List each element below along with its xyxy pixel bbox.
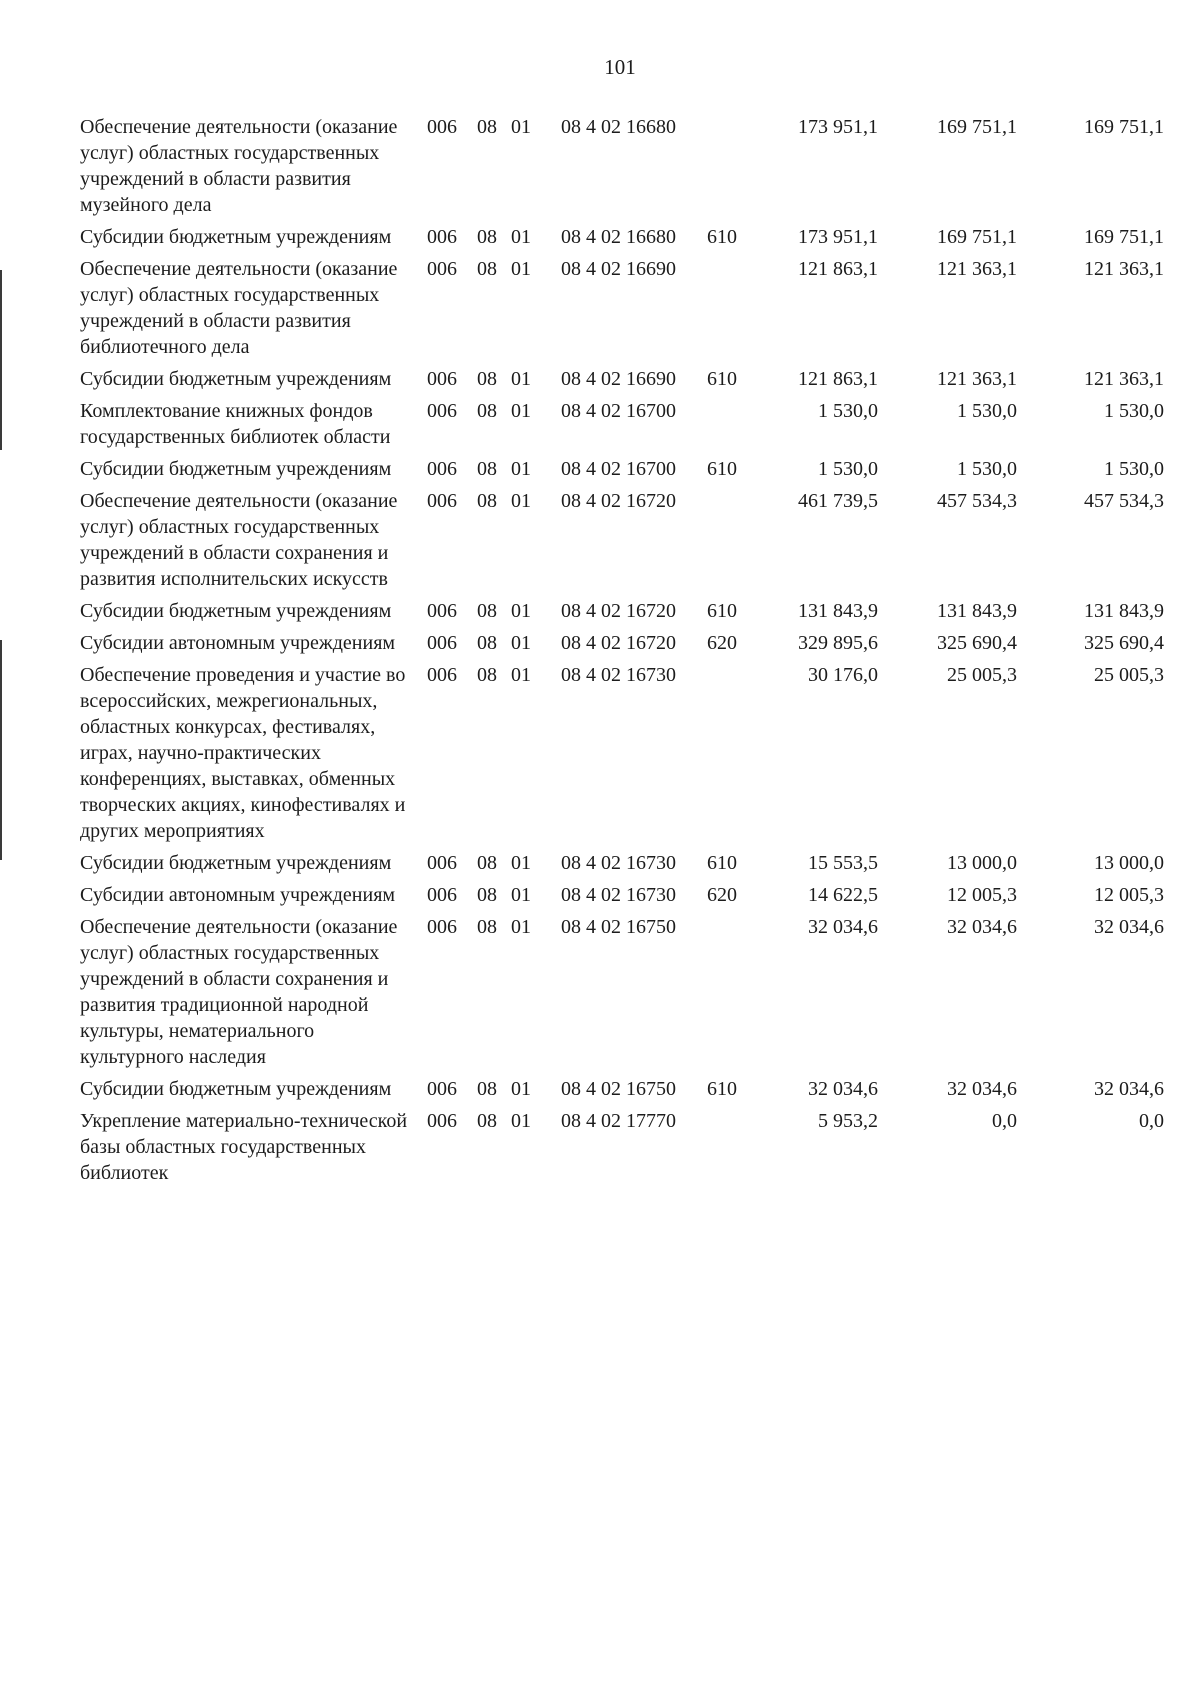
subsection-code: 01 [511, 458, 531, 480]
subsection-code: 01 [511, 632, 531, 654]
amount-year-3: 121 363,1 [1084, 368, 1164, 390]
amount-year-2: 0,0 [992, 1110, 1017, 1132]
target-article-code: 08 4 02 16690 [561, 258, 676, 280]
expense-type-code: 610 [707, 852, 737, 874]
amount-year-1: 5 953,2 [818, 1110, 878, 1132]
amount-year-3: 25 005,3 [1094, 664, 1164, 686]
table-row [0, 598, 1200, 630]
subsection-code: 01 [511, 884, 531, 906]
section-code: 08 [477, 368, 497, 390]
subsection-code: 01 [511, 400, 531, 422]
target-article-code: 08 4 02 16730 [561, 884, 676, 906]
section-code: 08 [477, 1110, 497, 1132]
section-code: 08 [477, 664, 497, 686]
amount-year-1: 30 176,0 [808, 664, 878, 686]
subsection-code: 01 [511, 600, 531, 622]
ministry-code: 006 [427, 258, 457, 280]
amount-year-2: 1 530,0 [957, 458, 1017, 480]
subsection-code: 01 [511, 258, 531, 280]
target-article-code: 08 4 02 17770 [561, 1110, 676, 1132]
target-article-code: 08 4 02 16700 [561, 458, 676, 480]
amount-year-2: 12 005,3 [947, 884, 1017, 906]
table-row [0, 256, 1200, 366]
amount-year-3: 1 530,0 [1104, 458, 1164, 480]
expense-name: Комплектование книжных фондов государственных библиотек области [80, 400, 391, 448]
amount-year-2: 25 005,3 [947, 664, 1017, 686]
amount-year-3: 1 530,0 [1104, 400, 1164, 422]
amount-year-2: 325 690,4 [937, 632, 1017, 654]
target-article-code: 08 4 02 16700 [561, 400, 676, 422]
ministry-code: 006 [427, 368, 457, 390]
ministry-code: 006 [427, 400, 457, 422]
amount-year-2: 121 363,1 [937, 368, 1017, 390]
section-code: 08 [477, 852, 497, 874]
expense-name: Субсидии бюджетным учреждениям [80, 368, 392, 390]
table-row [0, 114, 1200, 224]
ministry-code: 006 [427, 852, 457, 874]
subsection-code: 01 [511, 490, 531, 512]
expense-name: Субсидии бюджетным учреждениям [80, 458, 392, 480]
expense-name: Обеспечение деятельности (оказание услуг) областных государственных учреждений в области развития музейного дела [80, 116, 398, 216]
amount-year-3: 13 000,0 [1094, 852, 1164, 874]
expense-type-code: 620 [707, 884, 737, 906]
amount-year-1: 173 951,1 [798, 116, 878, 138]
ministry-code: 006 [427, 632, 457, 654]
expense-name: Субсидии бюджетным учреждениям [80, 852, 392, 874]
target-article-code: 08 4 02 16680 [561, 226, 676, 248]
expense-name: Субсидии бюджетным учреждениям [80, 226, 392, 248]
amount-year-1: 1 530,0 [818, 400, 878, 422]
expense-type-code: 610 [707, 600, 737, 622]
table-row [0, 398, 1200, 456]
ministry-code: 006 [427, 458, 457, 480]
ministry-code: 006 [427, 916, 457, 938]
expense-name: Субсидии бюджетным учреждениям [80, 1078, 392, 1100]
expense-name: Субсидии автономным учреждениям [80, 632, 396, 654]
amount-year-2: 457 534,3 [937, 490, 1017, 512]
target-article-code: 08 4 02 16720 [561, 490, 676, 512]
section-code: 08 [477, 226, 497, 248]
amount-year-2: 169 751,1 [937, 116, 1017, 138]
amount-year-2: 131 843,9 [937, 600, 1017, 622]
subsection-code: 01 [511, 226, 531, 248]
target-article-code: 08 4 02 16750 [561, 916, 676, 938]
expense-name: Субсидии бюджетным учреждениям [80, 600, 392, 622]
section-code: 08 [477, 258, 497, 280]
section-code: 08 [477, 458, 497, 480]
expense-name: Обеспечение проведения и участие во всероссийских, межрегиональных, областных конкурсах, фестивалях, играх, научно-практических конференциях, выставках, обменных творческих акциях, кинофестивалях и других мероприятиях [80, 664, 406, 842]
expense-type-code: 610 [707, 1078, 737, 1100]
amount-year-3: 325 690,4 [1084, 632, 1164, 654]
table-row [0, 850, 1200, 882]
section-code: 08 [477, 116, 497, 138]
table-row [0, 488, 1200, 598]
subsection-code: 01 [511, 664, 531, 686]
section-code: 08 [477, 1078, 497, 1100]
expense-name: Обеспечение деятельности (оказание услуг) областных государственных учреждений в области сохранения и развития исполнительских искусств [80, 490, 398, 590]
amount-year-2: 169 751,1 [937, 226, 1017, 248]
amount-year-3: 169 751,1 [1084, 116, 1164, 138]
target-article-code: 08 4 02 16680 [561, 116, 676, 138]
subsection-code: 01 [511, 116, 531, 138]
ministry-code: 006 [427, 600, 457, 622]
ministry-code: 006 [427, 664, 457, 686]
target-article-code: 08 4 02 16720 [561, 632, 676, 654]
target-article-code: 08 4 02 16750 [561, 1078, 676, 1100]
table-row [0, 224, 1200, 256]
expense-type-code: 610 [707, 368, 737, 390]
target-article-code: 08 4 02 16690 [561, 368, 676, 390]
target-article-code: 08 4 02 16730 [561, 664, 676, 686]
ministry-code: 006 [427, 226, 457, 248]
amount-year-1: 1 530,0 [818, 458, 878, 480]
amount-year-2: 1 530,0 [957, 400, 1017, 422]
section-code: 08 [477, 400, 497, 422]
ministry-code: 006 [427, 490, 457, 512]
page-number: 101 [604, 55, 636, 79]
amount-year-1: 15 553,5 [808, 852, 878, 874]
subsection-code: 01 [511, 852, 531, 874]
amount-year-1: 131 843,9 [798, 600, 878, 622]
section-code: 08 [477, 916, 497, 938]
amount-year-2: 121 363,1 [937, 258, 1017, 280]
expense-type-code: 610 [707, 458, 737, 480]
amount-year-1: 121 863,1 [798, 368, 878, 390]
table-row [0, 662, 1200, 850]
subsection-code: 01 [511, 1078, 531, 1100]
target-article-code: 08 4 02 16730 [561, 852, 676, 874]
amount-year-1: 121 863,1 [798, 258, 878, 280]
ministry-code: 006 [427, 1110, 457, 1132]
subsection-code: 01 [511, 368, 531, 390]
amount-year-2: 13 000,0 [947, 852, 1017, 874]
expense-name: Субсидии автономным учреждениям [80, 884, 396, 906]
expense-type-code: 620 [707, 632, 737, 654]
table-row [0, 1108, 1200, 1192]
amount-year-3: 131 843,9 [1084, 600, 1164, 622]
ministry-code: 006 [427, 884, 457, 906]
amount-year-1: 14 622,5 [808, 884, 878, 906]
amount-year-3: 169 751,1 [1084, 226, 1164, 248]
table-row [0, 882, 1200, 914]
expense-name: Укрепление материально-технической базы областных государственных библиотек [80, 1110, 408, 1184]
amount-year-3: 12 005,3 [1094, 884, 1164, 906]
table-row [0, 630, 1200, 662]
amount-year-1: 329 895,6 [798, 632, 878, 654]
table-row [0, 456, 1200, 488]
expense-type-code: 610 [707, 226, 737, 248]
budget-table [0, 114, 1200, 1192]
section-code: 08 [477, 884, 497, 906]
ministry-code: 006 [427, 1078, 457, 1100]
table-row [0, 914, 1200, 1076]
amount-year-3: 121 363,1 [1084, 258, 1164, 280]
expense-name: Обеспечение деятельности (оказание услуг) областных государственных учреждений в области развития библиотечного дела [80, 258, 398, 358]
amount-year-1: 173 951,1 [798, 226, 878, 248]
section-code: 08 [477, 490, 497, 512]
section-code: 08 [477, 600, 497, 622]
section-code: 08 [477, 632, 497, 654]
amount-year-1: 32 034,6 [808, 1078, 878, 1100]
target-article-code: 08 4 02 16720 [561, 600, 676, 622]
expense-name: Обеспечение деятельности (оказание услуг) областных государственных учреждений в области сохранения и развития традиционной народной культуры, нематериального культурного наследия [80, 916, 398, 1068]
amount-year-2: 32 034,6 [947, 1078, 1017, 1100]
table-row [0, 1076, 1200, 1108]
amount-year-2: 32 034,6 [947, 916, 1017, 938]
table-row [0, 366, 1200, 398]
subsection-code: 01 [511, 916, 531, 938]
amount-year-3: 32 034,6 [1094, 916, 1164, 938]
ministry-code: 006 [427, 116, 457, 138]
amount-year-3: 0,0 [1139, 1110, 1164, 1132]
amount-year-3: 457 534,3 [1084, 490, 1164, 512]
amount-year-1: 461 739,5 [798, 490, 878, 512]
amount-year-1: 32 034,6 [808, 916, 878, 938]
amount-year-3: 32 034,6 [1094, 1078, 1164, 1100]
subsection-code: 01 [511, 1110, 531, 1132]
